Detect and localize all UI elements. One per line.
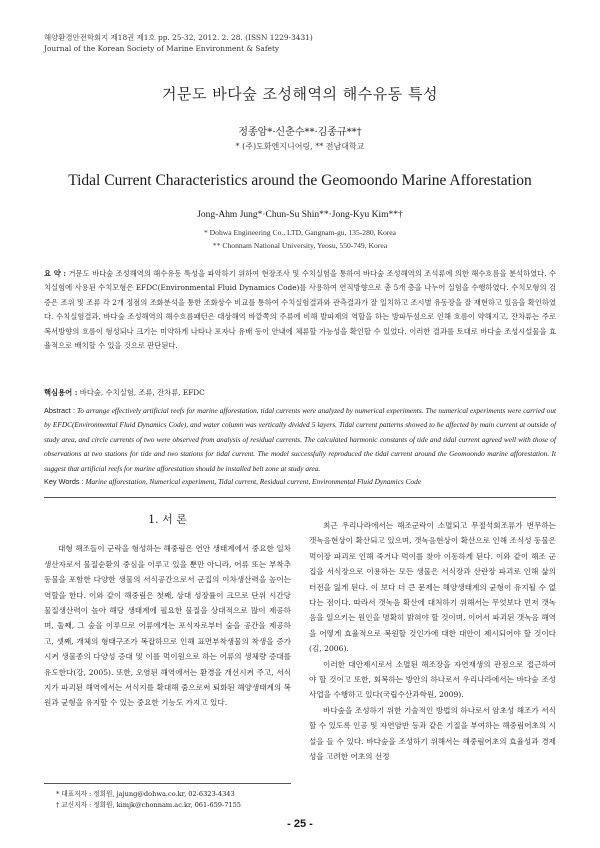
footnotes — [44, 783, 291, 811]
korean-title: 거문도 바다숲 조성해역의 해수유동 특성 — [162, 85, 438, 103]
page-number: - 25 - — [287, 818, 313, 830]
korean-abstract-label: 요 약 : — [44, 269, 67, 278]
right-column — [309, 518, 556, 765]
section-heading: 1. 서 론 — [148, 513, 187, 526]
journal-english-name: Journal of the Korean Society of Marine Environment & Safety — [44, 44, 280, 53]
journal-header — [44, 32, 313, 54]
affiliation-1: * Dohwa Engineering Co., LTD, Gangnam-gu, 135-280, Korea — [203, 228, 397, 237]
left-column — [44, 512, 291, 711]
korean-abstract — [44, 267, 556, 353]
korean-keywords-label: 핵심용어 : — [44, 388, 78, 397]
korean-abstract-text: 거문도 바다숲 조성해역의 해수유동 특성을 파악하기 위하여 현장조사 및 수치실험을 통하여 바다숲 조성해역의 조석류에 의한 해수흐름을 분석하였다. 수치실험에 사용된 수치모형은 EFDC(Environmental Fluid Dynamics Code)를 사용하여 연직방향으로 총 5개 층을 나누어 실험을 수행하였다. 수치모형의 검증은 조위 및 조류 각 2개 정점의 조화분석을 통한 조화상수 비교를 통하여 수치실험결과와 관측결과가 잘 일치하고 조시별 유동장을 잘 재현하고 있음을 확인하였다. 수치실험결과, 바다숲 조성해역의 해수흐름패턴은 대상해역 바깥쪽의 주류에 비해 발파제의 역할을 하는 방파두섬으로 인해 흐름이 약해지고, 잔차류는 주로 복서방향의 흐름이 형성되나 크기는 미약하게 나타나 포자나 유배 등이 안내에 체류할 가능성을 확인할 수 있었다. 이러한 결과를 토대로 바다숲 조성시설물을 효율적으로 배치할 수 있을 것으로 판단된다. — [44, 269, 556, 351]
english-abstract-text: To arrange effectively artificial reefs for marine afforestation, tidal currents were analyzed by numerical experiments. The numerical experiments were carried out by EFDC(Environmental Fluid Dynamics Code), and water column was vertically divided 5 layers. Tidal current patterns showed to be affected by main current at outside of study area, and circle currents of two were observed from analysis of residual currents. The calculated harmonic constants of tide and tidal current agreed well with those of observations at two stations for tide and two stations for tidal current. The model successfully reproduced the tidal current around the Geomoondo marine afforestation. It suggest that artificial reefs for marine afforestation should be installed belt zone at study area. — [44, 406, 556, 473]
korean-keywords-text: 바다숲, 수치실험, 조류, 잔차류, EFDC — [79, 388, 205, 397]
english-authors: Jong-Ahm Jung*·Chun-Su Shin**·Jong-Kyu Kim**† — [197, 210, 403, 220]
english-abstract — [44, 404, 556, 476]
english-keywords — [44, 477, 556, 486]
body-paragraph: 대형 해조들이 군락을 형성하는 해중림은 연안 생태계에서 중요한 일차 생산자로서 물질순환의 중심을 이루고 있을 뿐만 아니라, 어류 또는 부착추동물을 포함한 다양한 생물의 서식공간으로서 군집의 이차생산력을 높이는 역할을 한다. 이와 같이 해중림은 첫째, 상대 성장률이 크므로 단위 시간당 물질생산력이 높아 해당 생태계에 필요한 물질을 상대적으로 많이 제공하며, 둘째, 그 숲을 이루므로 어류에게는 포식자로부터 숨을 공간을 제공하고, 셋째, 개체의 형태구조가 복잡하므로 인해 표면부착생물의 착생을 증가시켜 생물종의 다양성 증대 및 이를 먹이원으로 하는 어류의 생체량 증대를 유도한다(강, 2005). 또한, 오염된 해역에서는 환경을 개선시켜 주고, 서식지가 파괴된 해역에서는 서식지를 확대해 줌으로써 퇴화된 해양생태계의 복원과 균형을 유지할 수 있는 중요한 기능도 가지고 있다. — [44, 544, 291, 708]
korean-keywords — [44, 388, 556, 398]
affiliation-2: ** Chonnam National University, Yeosu, 550-749, Korea — [212, 241, 388, 250]
korean-authors: 정종암*·신춘수**·김종규**† — [238, 127, 362, 138]
english-affiliations — [0, 226, 600, 252]
english-abstract-label: Abstract : — [44, 406, 75, 415]
korean-affiliations: * (주)도화엔지니어링, ** 전남대학교 — [235, 142, 365, 151]
english-title: Tidal Current Characteristics around the Geomoondo Marine Afforestation — [68, 172, 532, 189]
footnote-corresponding-author: † 교신저자 : 정회원, kimjk@chonnam.ac.kr, 061-659-7155 — [56, 801, 241, 809]
english-keywords-label: Key Words : — [44, 477, 84, 486]
body-paragraph: 최근 우리나라에서는 해조군락이 소멸되고 무절석회조류가 번무하는 갯녹음현상이 확산되고 있으며, 갯녹음현상이 확산으로 인해 조식성 동물은 먹이장 파괴로 인해 죽거나 먹이를 찾아 이동하게 된다. 이와 같이 해조 군집을 서식장으로 이용하는 모든 생물은 서식장과 산란장 파괴로 인해 삶의 터전을 잃게 된다. 이 보다 더 큰 문제는 해양생태계의 균형이 유지될 수 없다는 점이다. 따라서 갯녹음 확산에 대처하기 위해서는 무엇보다 먼저 갯녹음을 일으키는 원인을 명확히 밝혀야 할 것이며, 이어서 파괴된 갯녹음 해역을 어떻게 효율적으로 복원할 것인가에 대한 대안이 제시되어야 할 것이다(김, 2006). — [309, 521, 556, 654]
footnote-corresponding-first: * 대표저자 : 정회원, jajung@dohwa.co.kr, 02-6323-4343 — [56, 790, 235, 798]
journal-citation: 해양환경안전학회지 제18권 제1호 pp. 25-32, 2012. 2. 28. (ISSN 1229-3431) — [44, 33, 313, 42]
body-paragraph: 바다숲을 조성하기 위한 기술적인 방법의 하나로서 암초성 해조가 서식할 수 있도록 인공 및 자연암반 등과 같은 기질을 부여하는 해중림어초의 시설을 들 수 있다. 바다숲을 조성하기 위해서는 해중림어초의 효율성과 경제성을 고려한 어초의 선정 — [309, 705, 556, 762]
english-keywords-text: Marine afforestation, Numerical experiment, Tidal current, Residual current, Environmental Fluid Dynamics Code — [85, 477, 421, 486]
body-paragraph: 이러한 대안제시로서 소멸된 해조장을 자연재생의 관점으로 접근하여야 할 것이고 또한, 회복하는 방안의 하나로서 우리나라에서는 바다숲 조성사업을 수행하고 있다(국립수산과학원, 2009). — [309, 659, 556, 700]
abstract-divider — [44, 497, 556, 498]
